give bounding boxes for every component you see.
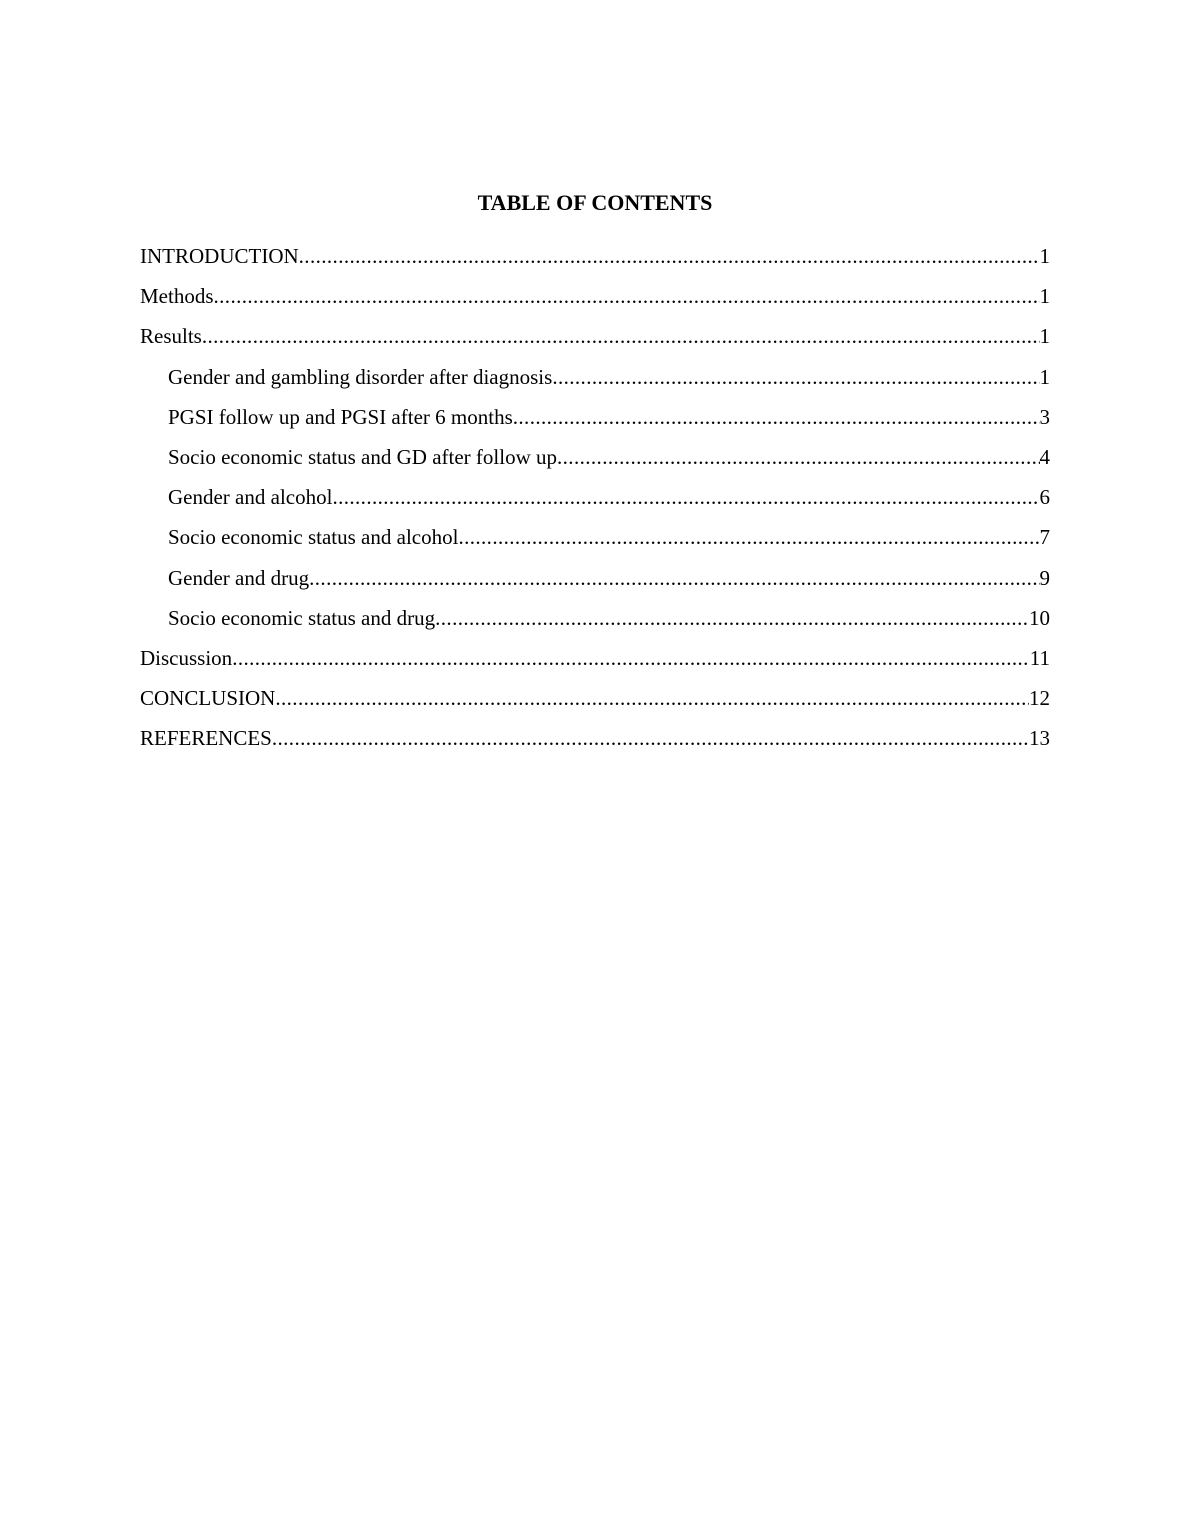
toc-entry-label: REFERENCES (140, 726, 272, 751)
toc-dot-leader (272, 722, 1029, 754)
toc-dot-leader (309, 562, 1039, 594)
toc-page-number: 1 (1039, 244, 1050, 268)
toc-page-number: 1 (1039, 324, 1050, 349)
toc-page-number: 1 (1039, 284, 1050, 309)
toc-page-number: 1 (1039, 364, 1050, 389)
toc-entry-introduction[interactable] (140, 240, 1050, 280)
toc-entry-label: CONCLUSION (140, 686, 276, 711)
toc-page-number: 7 (1039, 525, 1050, 550)
toc-dot-leader (458, 521, 1039, 553)
toc-entry-label: PGSI follow up and PGSI after 6 months (168, 404, 513, 429)
toc-entry-methods[interactable] (140, 280, 1050, 320)
toc-entry-discussion[interactable] (140, 642, 1050, 682)
toc-entry-label: Discussion (140, 645, 233, 670)
toc-dot-leader (435, 602, 1029, 634)
toc-page-number: 9 (1039, 565, 1050, 590)
toc-page-number: 4 (1039, 444, 1050, 469)
toc-entry-ses-drug[interactable] (140, 602, 1050, 642)
toc-entry-label: Socio economic status and drug (168, 605, 436, 630)
toc-entry-ses-alcohol[interactable] (140, 521, 1050, 561)
toc-dot-leader (275, 682, 1029, 714)
toc-entry-label: Methods (140, 284, 214, 309)
toc-page-number: 3 (1039, 404, 1050, 429)
toc-dot-leader (299, 240, 1040, 272)
toc-page-number: 13 (1029, 726, 1050, 751)
toc-dot-leader (552, 361, 1039, 393)
toc-page-number: 12 (1029, 686, 1050, 711)
toc-entry-label: Socio economic status and alcohol (168, 525, 459, 550)
toc-entry-label: Results (140, 324, 202, 349)
toc-entry-gender-drug[interactable] (140, 562, 1050, 602)
toc-dot-leader (513, 401, 1040, 433)
toc-title: TABLE OF CONTENTS (477, 190, 713, 215)
toc-dot-leader (332, 481, 1039, 513)
table-of-contents (140, 240, 1050, 762)
toc-entry-references[interactable] (140, 722, 1050, 762)
toc-dot-leader (202, 320, 1040, 352)
toc-entry-label: INTRODUCTION (140, 244, 299, 268)
toc-dot-leader (557, 441, 1040, 473)
toc-page-number: 6 (1039, 485, 1050, 510)
toc-entry-gender-alcohol[interactable] (140, 481, 1050, 521)
toc-entry-label: Socio economic status and GD after follow up (168, 444, 557, 469)
toc-entry-label: Gender and drug (168, 565, 310, 590)
toc-entry-results[interactable] (140, 320, 1050, 360)
toc-entry-ses-gd[interactable] (140, 441, 1050, 481)
toc-entry-label: Gender and gambling disorder after diagnosis (168, 364, 553, 389)
toc-dot-leader (214, 280, 1040, 312)
toc-dot-leader (232, 642, 1030, 674)
toc-entry-gender-gambling[interactable] (140, 361, 1050, 401)
toc-page-number: 11 (1029, 645, 1050, 670)
toc-entry-label: Gender and alcohol (168, 485, 333, 510)
toc-page-number: 10 (1029, 605, 1050, 630)
toc-entry-conclusion[interactable] (140, 682, 1050, 722)
toc-entry-pgsi-follow-up[interactable] (140, 401, 1050, 441)
